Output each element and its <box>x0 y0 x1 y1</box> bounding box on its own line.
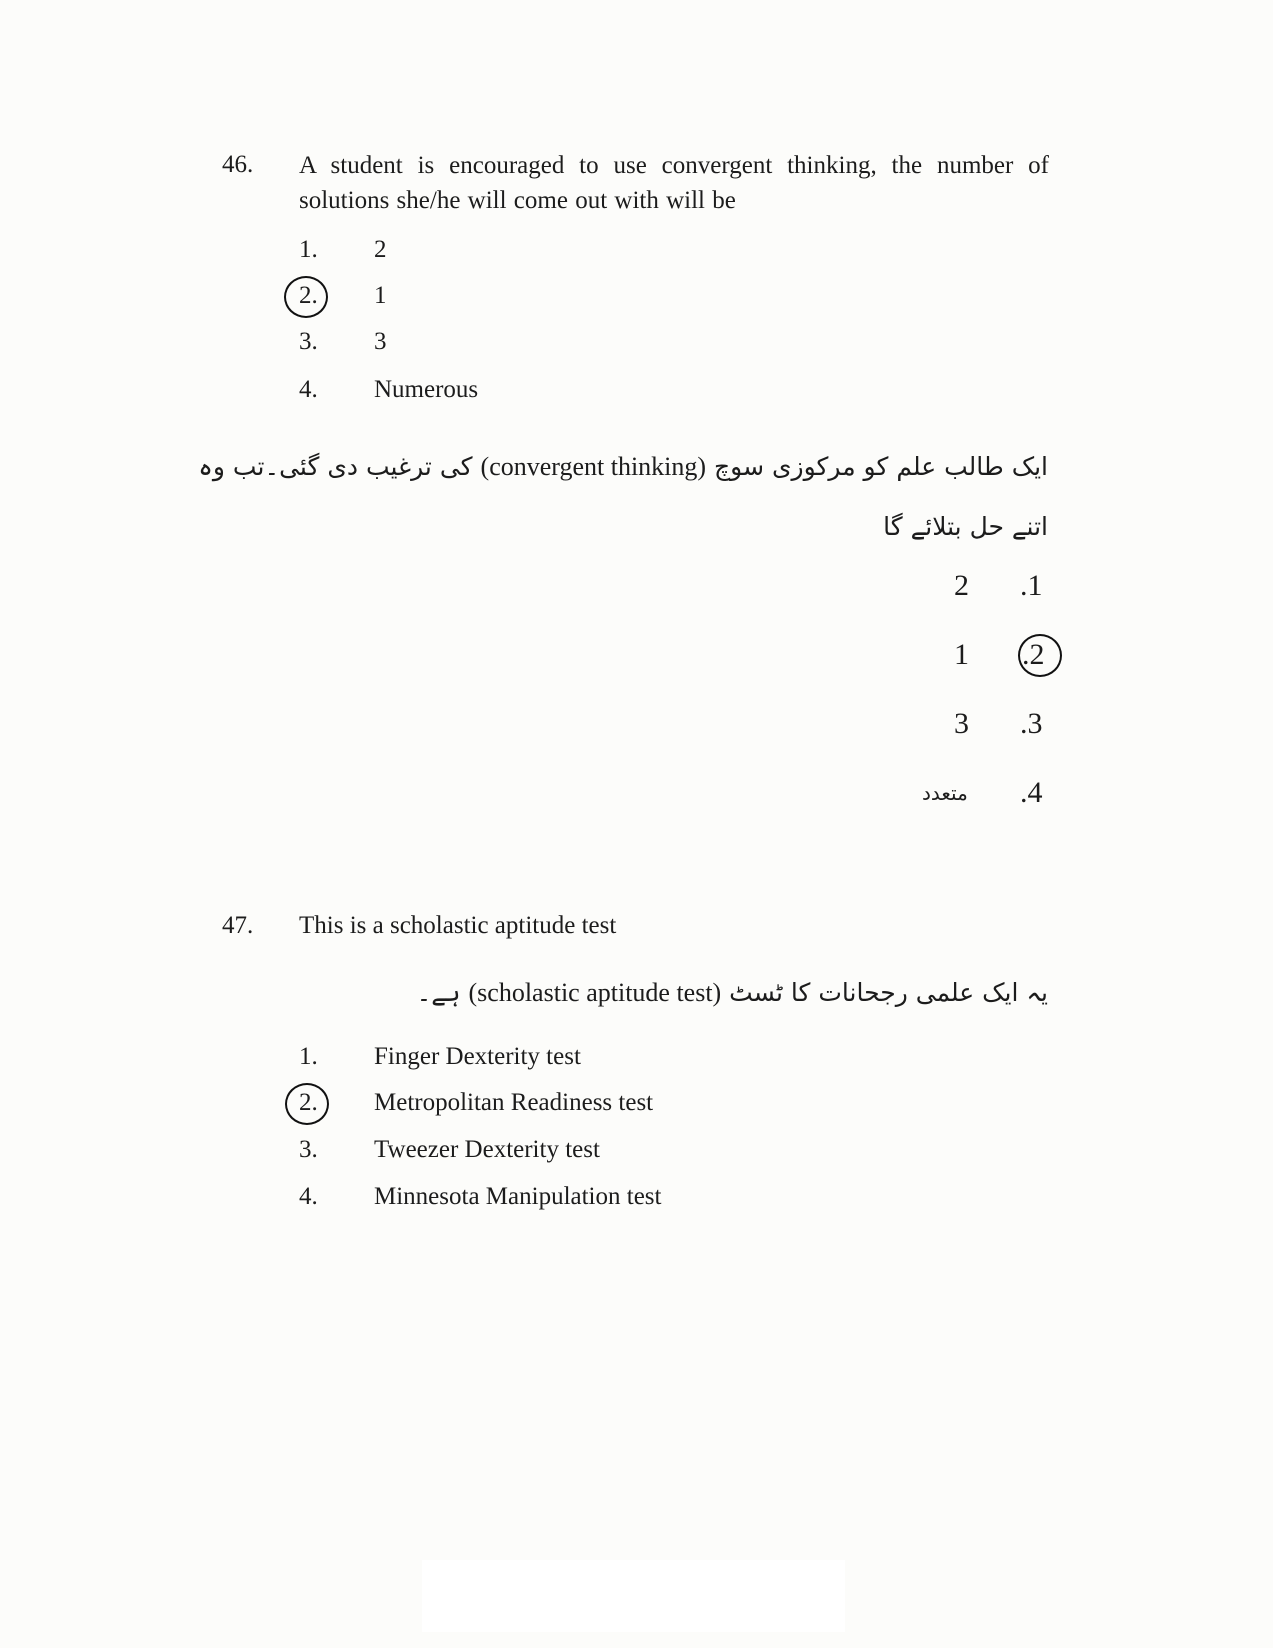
question-text: A student is encouraged to use convergent thinking, the number of solutions she/he will come out with will be <box>299 152 1049 214</box>
option-label: .4 <box>1020 776 1043 809</box>
urdu-question-line <box>417 973 1048 1013</box>
option-label: 1. <box>299 1043 318 1070</box>
urdu-question-line-1 <box>198 447 1048 487</box>
option-label: 4. <box>299 1183 318 1210</box>
urdu-question-line-2: اتنے حل بتلائے گا <box>883 512 1048 541</box>
option-value: Numerous <box>374 376 479 403</box>
option-value: 3 <box>954 707 969 740</box>
option-label: .3 <box>1020 707 1043 740</box>
option-value: Tweezer Dexterity test <box>374 1136 600 1163</box>
option-label: 1. <box>299 236 318 263</box>
option-label: 3. <box>299 1136 318 1163</box>
urdu-text: ہے۔ <box>416 978 461 1007</box>
option-label: .2 <box>1022 638 1045 671</box>
option-label: 2. <box>299 1089 318 1116</box>
urdu-text: ایک طالب علم کو مرکوزی سوچ <box>714 452 1048 481</box>
option-value: متعدد <box>922 781 968 805</box>
urdu-english-term: (scholastic aptitude test) <box>468 978 722 1007</box>
option-value: Finger Dexterity test <box>374 1043 581 1070</box>
urdu-text: کی ترغیب دی گئی۔تب وہ <box>198 452 473 481</box>
option-label: .1 <box>1020 569 1043 602</box>
question-number: 47. <box>222 912 254 939</box>
option-label: 3. <box>299 328 318 355</box>
question-number: 46. <box>222 151 254 178</box>
option-value: 2 <box>374 236 387 263</box>
option-label: 2. <box>299 282 318 309</box>
blank-footer-area <box>422 1560 845 1632</box>
question-text: This is a scholastic aptitude test <box>299 912 617 939</box>
urdu-text: یہ ایک علمی رجحانات کا ٹسٹ <box>729 978 1048 1007</box>
option-value: 1 <box>374 282 387 309</box>
option-value: Metropolitan Readiness test <box>374 1089 654 1116</box>
option-label: 4. <box>299 376 318 403</box>
option-value: Minnesota Manipulation test <box>374 1183 662 1210</box>
option-value: 3 <box>374 328 387 355</box>
option-value: 2 <box>954 569 969 602</box>
option-value: 1 <box>954 638 969 671</box>
urdu-english-term: (convergent thinking) <box>480 452 707 481</box>
